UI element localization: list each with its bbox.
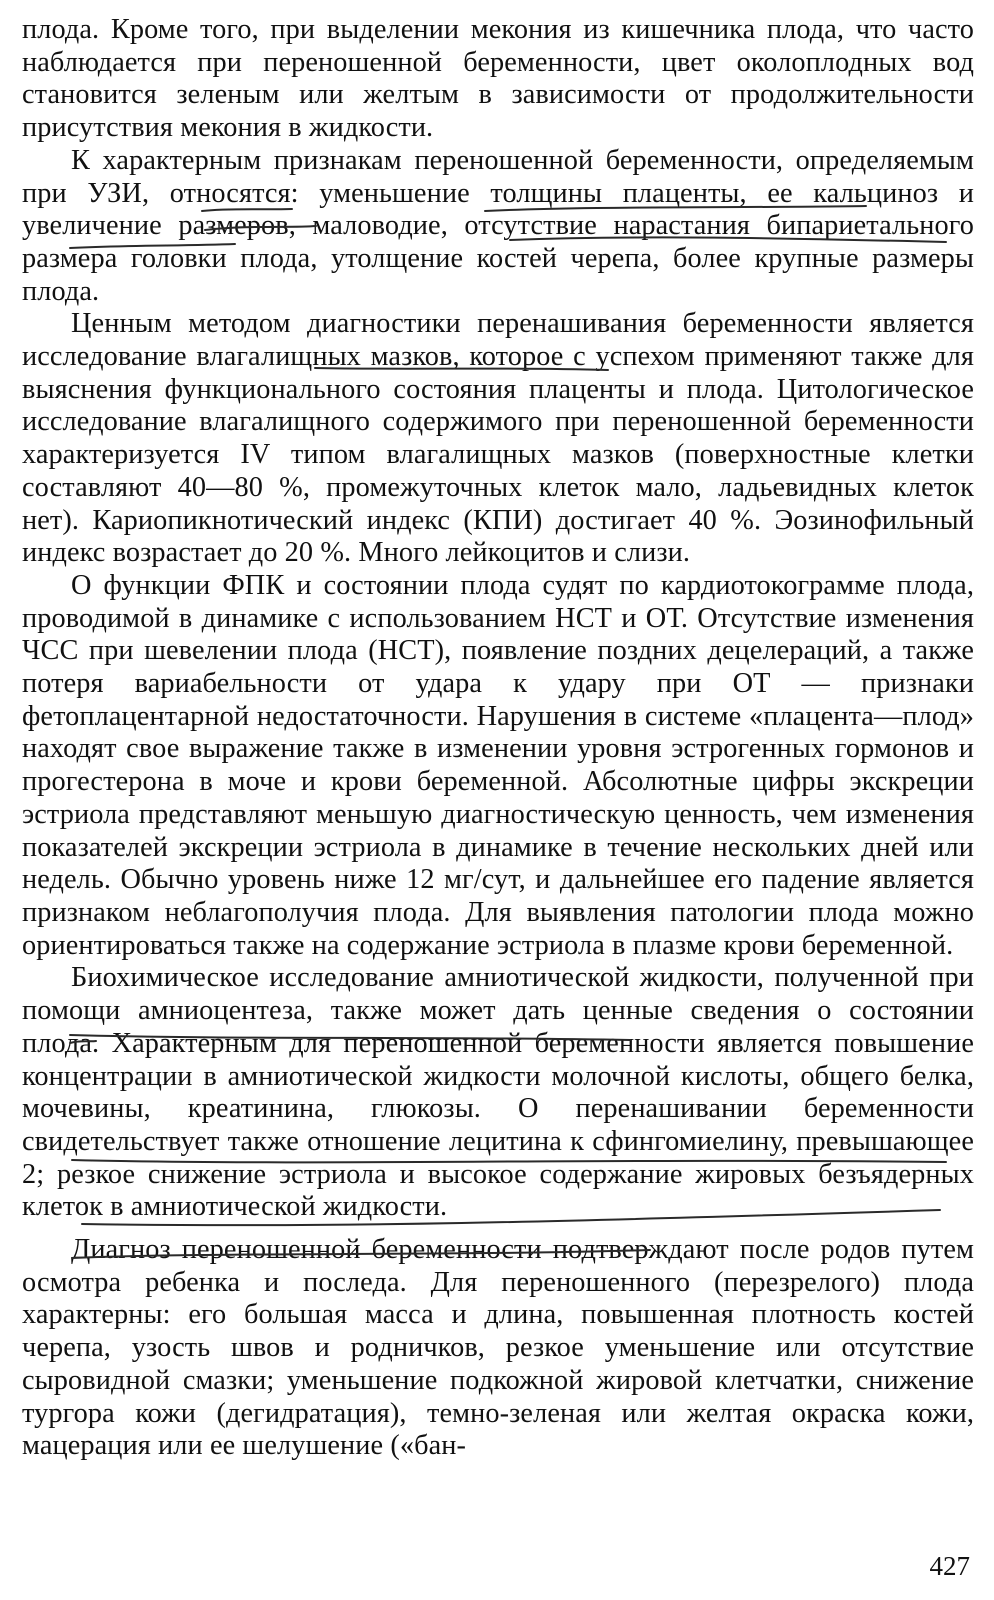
- page-body: [22, 14, 974, 1463]
- paragraph-6: Диагноз переношенной беременности подтверждают после родов путем осмотра ребенка и последа. Для переношенного (перезрелого) плода характерны: его большая масса и длина, повышенная плотность костей черепа, узость швов и родничков, резкое уменьшение или отсутствие сыровидной смазки; уменьшение подкожной жировой клетчатки, снижение тургора кожи (дегидратация), темно-зеленая или желтая окраска кожи, мацерация или ее шелушение («бан-: [22, 1234, 974, 1462]
- paragraph-2: К характерным признакам переношенной беременности, определяемым при УЗИ, относятся: уменьшение толщины плаценты, ее кальциноз и увеличение размеров, маловодие, отсутствие нарастания бипариетального размера головки плода, утолщение костей черепа, более крупные размеры плода.: [22, 144, 974, 307]
- page-number: 427: [929, 1551, 970, 1581]
- paragraph-5: Биохимическое исследование амниотической жидкости, полученной при помощи амниоцентеза, также может дать ценные сведения о состоянии плода. Характерным для переношенной беременности является повышение концентрации в амниотической жидкости молочной кислоты, общего белка, мочевины, креатинина, глюкозы. О перенашивании беременности свидетельствует также отношение лецитина к сфингомиелину, превышающее 2; резкое снижение эстриола и высокое содержание жировых безъядерных клеток в амниотической жидкости.: [22, 962, 974, 1223]
- paragraph-4: О функции ФПК и состоянии плода судят по кардиотокограмме плода, проводимой в динамике с использованием НСТ и ОТ. Отсутствие изменения ЧСС при шевелении плода (НСТ), появление поздних децелераций, а также потеря вариабельности от удара к удару при ОТ — признаки фетоплацентарной недостаточности. Нарушения в системе «плацента—плод» находят свое выражение также в изменении уровня эстрогенных гормонов и прогестерона в моче и крови беременной. Абсолютные цифры экскреции эстриола представляют меньшую диагностическую ценность, чем изменения показателей экскреции эстриола в динамике в течение нескольких дней или недель. Обычно уровень ниже 12 мг/сут, и дальнейшее его падение является признаком неблагополучия плода. Для выявления патологии плода можно ориентироваться также на содержание эстриола в плазме крови беременной.: [22, 569, 974, 961]
- paragraph-3: Ценным методом диагностики перенашивания беременности является исследование влагалищных мазков, которое с успехом применяют также для выяснения функционального состояния плаценты и плода. Цитологическое исследование влагалищного содержимого при переношенной беременности характеризуется IV типом влагалищных мазков (поверхностные клетки составляют 40—80 %, промежуточных клеток мало, ладьевидных клеток нет). Кариопикнотический индекс (КПИ) достигает 40 %. Эозинофильный индекс возрастает до 20 %. Много лейкоцитов и слизи.: [22, 308, 974, 569]
- paragraph-1: плода. Кроме того, при выделении мекония из кишечника плода, что часто наблюдается при переношенной беременности, цвет околоплодных вод становится зеленым или желтым в зависимости от продолжительности присутствия мекония в жидкости.: [22, 14, 974, 144]
